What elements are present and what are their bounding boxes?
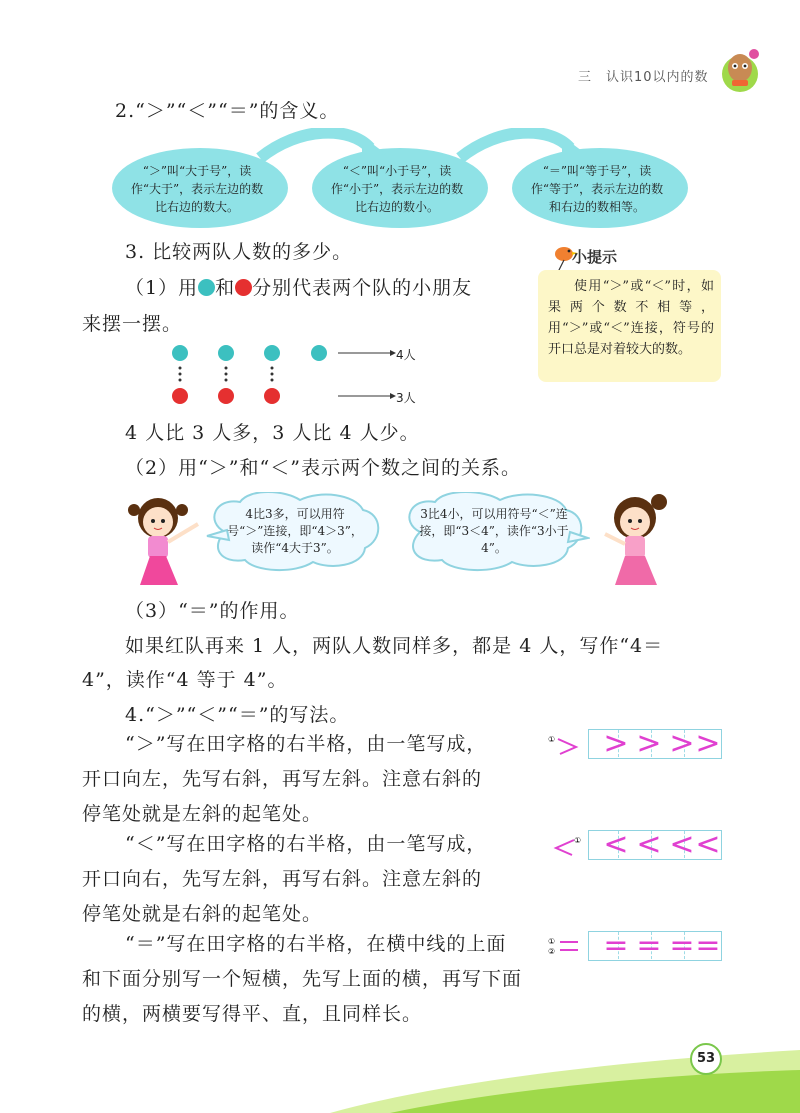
grid-gt-sym-1: > <box>603 726 629 761</box>
para-eq-line2: 和下面分别写一个短横，先写上面的横，再写下面 <box>82 968 523 990</box>
grid-lt-sym-4: < <box>695 827 721 862</box>
bubble-gt-text: “＞”叫“大于号”，读作“大于”，表示左边的数比右边的数大。 <box>130 164 264 214</box>
cyan-dot-3 <box>264 345 280 361</box>
svg-text:①: ① <box>548 735 556 744</box>
row2-label: 3人 <box>396 391 416 405</box>
cloud-right-text: 3比4小，可以用符号“＜”连接，即“3＜4”，读作“3小于4”。 <box>419 507 569 555</box>
vertical-dots <box>172 364 282 386</box>
red-dot-2 <box>218 388 234 404</box>
arrow-row1-icon <box>338 346 438 360</box>
cyan-dot-icon <box>198 279 215 296</box>
footer-swoosh <box>330 1040 800 1113</box>
cyan-dot-2 <box>218 345 234 361</box>
svg-text:②: ② <box>548 947 556 956</box>
step1-mid: 和 <box>215 277 236 299</box>
red-dot-3 <box>264 388 280 404</box>
grid-gt-sym-3: > <box>669 726 695 761</box>
girl-left-icon <box>120 490 210 590</box>
grid-gt-sym-4: > <box>695 726 721 761</box>
svg-text:①: ① <box>574 836 582 845</box>
bubble-eq <box>510 148 680 228</box>
grid-eq-sym-3: = <box>669 928 695 963</box>
grid-lt-sym-3: < <box>669 827 695 862</box>
stroke-order-gt-icon <box>548 733 582 757</box>
step1-suffix: 分别代表两个队的小朋友 <box>252 277 473 299</box>
mascot-icon <box>718 44 764 96</box>
grid-lt <box>588 827 722 862</box>
svg-text:①: ① <box>548 937 556 946</box>
stroke-order-lt-icon <box>548 834 584 858</box>
para-eq-line1: “＝”写在田字格的右半格，在横中线的上面 <box>125 933 507 955</box>
girl-right-icon <box>585 490 680 590</box>
grid-eq-sym-4: = <box>695 928 721 963</box>
cyan-dot-1 <box>172 345 188 361</box>
grid-eq-sym-1: = <box>603 928 629 963</box>
para-lt-line2: 开口向右，先写左斜，再写右斜。注意左斜的 <box>82 868 483 890</box>
cyan-dot-4 <box>311 345 327 361</box>
bubble-eq-text: “＝”叫“等于号”，读作“等于”，表示左边的数和右边的数相等。 <box>530 164 664 214</box>
step1-prefix: （1）用 <box>125 277 199 299</box>
grid-eq <box>588 928 722 963</box>
para-gt-line1: “＞”写在田字格的右半格，由一笔写成， <box>125 733 487 755</box>
para-gt-line2: 开口向左，先写右斜，再写左斜。注意右斜的 <box>82 768 483 790</box>
chapter-title: 三 认识10以内的数 <box>578 70 709 85</box>
para-lt-line3: 停笔处就是右斜的起笔处。 <box>82 903 323 925</box>
bubble-lt-text: “＜”叫“小于号”，读作“小于”，表示左边的数比右边的数小。 <box>330 164 464 214</box>
section2-heading: 2.“＞”“＜”“＝”的含义。 <box>115 100 340 122</box>
cloud-left-text: 4比3多，可以用符号“＞”连接，即“4＞3”，读作“4大于3”。 <box>227 507 363 555</box>
grid-gt <box>588 726 722 761</box>
tip-text: 使用“＞”或“＜”时，如果两个数不相等，用“＞”或“＜”连接，符号的开口总是对着较大的数。 <box>548 279 714 357</box>
step1-line2: 来摆一摆。 <box>82 313 183 335</box>
grid-eq-sym-2: = <box>636 928 662 963</box>
para-lt-line1: “＜”写在田字格的右半格，由一笔写成， <box>125 833 487 855</box>
step1-line1 <box>125 270 472 306</box>
red-dot-1 <box>172 388 188 404</box>
grid-lt-sym-2: < <box>636 827 662 862</box>
grid-gt-sym-2: > <box>636 726 662 761</box>
arrow-row2-icon <box>338 389 438 403</box>
step3-line2: 4”，读作“4 等于 4”。 <box>82 669 288 691</box>
step2-text: （2）用“＞”和“＜”表示两个数之间的关系。 <box>125 457 521 479</box>
stroke-order-eq-icon <box>548 935 584 959</box>
section3-heading: 3. 比较两队人数的多少。 <box>125 241 353 263</box>
para-eq-line3: 的横，两横要写得平、直，且同样长。 <box>82 1003 423 1025</box>
row1-label: 4人 <box>396 348 416 362</box>
bubble-gt <box>110 148 280 228</box>
para-gt-line3: 停笔处就是左斜的起笔处。 <box>82 803 323 825</box>
step3-text: （3）“＝”的作用。 <box>125 600 300 622</box>
bubble-lt <box>310 148 480 228</box>
page-number: 53 <box>690 1043 722 1075</box>
section4-heading: 4.“＞”“＜”“＝”的写法。 <box>125 704 350 726</box>
red-dot-icon <box>235 279 252 296</box>
step3-line1: 如果红队再来 1 人，两队人数同样多，都是 4 人，写作“4＝ <box>125 635 664 657</box>
compare-text: 4 人比 3 人多，3 人比 4 人少。 <box>125 422 420 444</box>
tip-title: 小提示 <box>572 248 618 266</box>
grid-lt-sym-1: < <box>603 827 629 862</box>
